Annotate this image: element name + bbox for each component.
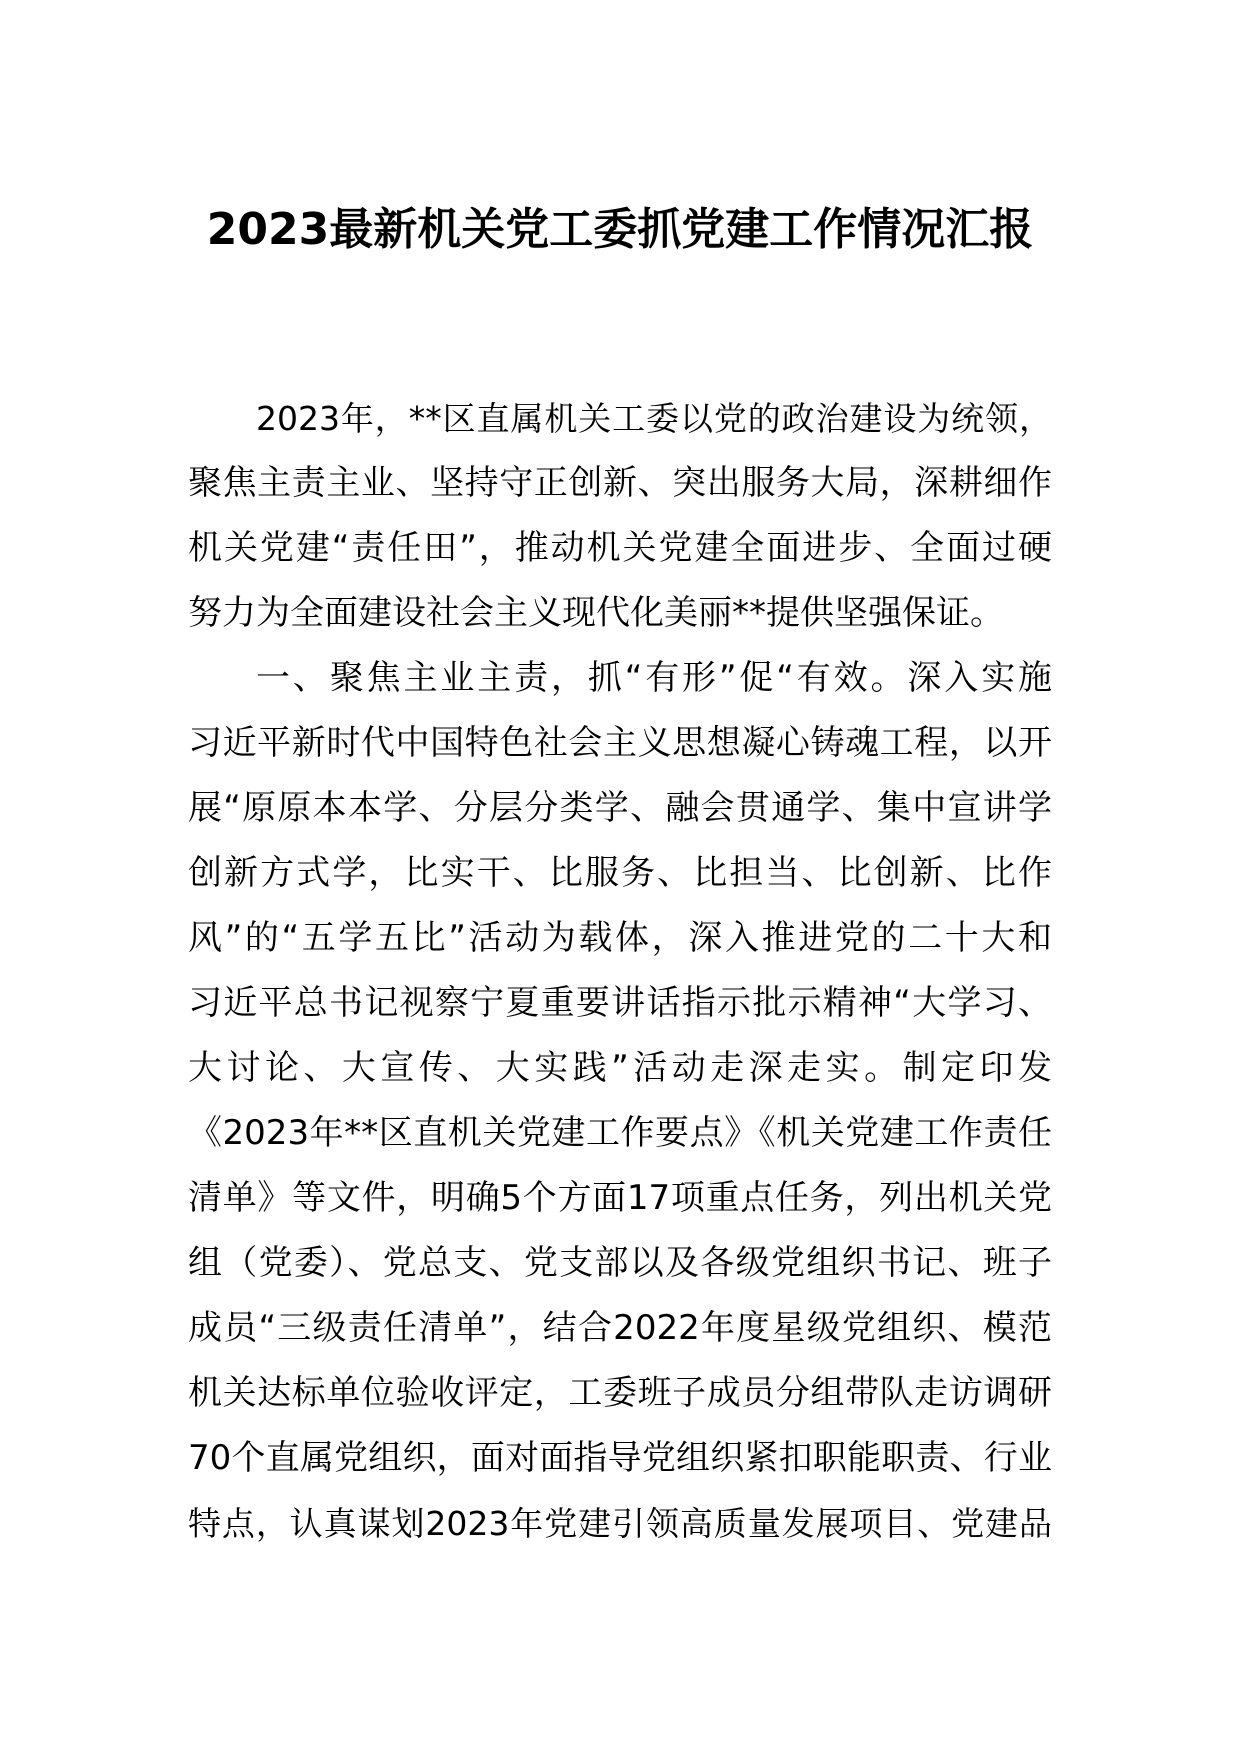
paragraph-line: 创新方式学，比实干、比服务、比担当、比创新、比作 <box>188 853 1052 893</box>
paragraph-line: 70个直属党组织，面对面指导党组织紧扣职能职责、行业 <box>188 1438 1052 1478</box>
paragraph-line: 展“原原本本学、分层分类学、融会贯通学、集中宣讲学 <box>188 788 1052 828</box>
paragraph-line: 习近平总书记视察宁夏重要讲话指示批示精神“大学习、 <box>188 983 1052 1023</box>
paragraph-line: 成员“三级责任清单”，结合2022年度星级党组织、模范 <box>188 1308 1052 1348</box>
paragraph-line: 一、聚焦主业主责，抓“有形”促“有效。深入实施 <box>256 658 1052 698</box>
paragraph-line: 风”的“五学五比”活动为载体，深入推进党的二十大和 <box>188 918 1052 958</box>
paragraph-line: 机关达标单位验收评定，工委班子成员分组带队走访调研 <box>188 1373 1052 1413</box>
paragraph-line: 《2023年**区直机关党建工作要点》《机关党建工作责任 <box>188 1113 1052 1153</box>
paragraph-line: 清单》等文件，明确5个方面17项重点任务，列出机关党 <box>188 1178 1052 1218</box>
paragraph-line: 特点，认真谋划2023年党建引领高质量发展项目、党建品 <box>188 1504 1052 1543</box>
paragraph-line: 大讨论、大宣传、大实践”活动走深走实。制定印发 <box>188 1048 1052 1088</box>
paragraph-line: 机关党建“责任田”，推动机关党建全面进步、全面过硬 <box>188 528 1052 568</box>
document-body <box>188 386 1052 1556</box>
paragraph-line: 组（党委）、党总支、党支部以及各级党组织书记、班子 <box>188 1243 1052 1283</box>
document-title: 2023最新机关党工委抓党建工作情况汇报 <box>206 204 1034 255</box>
paragraph-line: 2023年，**区直属机关工委以党的政治建设为统领， <box>256 399 1052 438</box>
paragraph-line: 努力为全面建设社会主义现代化美丽**提供坚强保证。 <box>188 593 1004 633</box>
paragraph-line: 习近平新时代中国特色社会主义思想凝心铸魂工程，以开 <box>188 723 1052 763</box>
paragraph-line: 聚焦主责主业、坚持守正创新、突出服务大局，深耕细作 <box>188 463 1052 503</box>
